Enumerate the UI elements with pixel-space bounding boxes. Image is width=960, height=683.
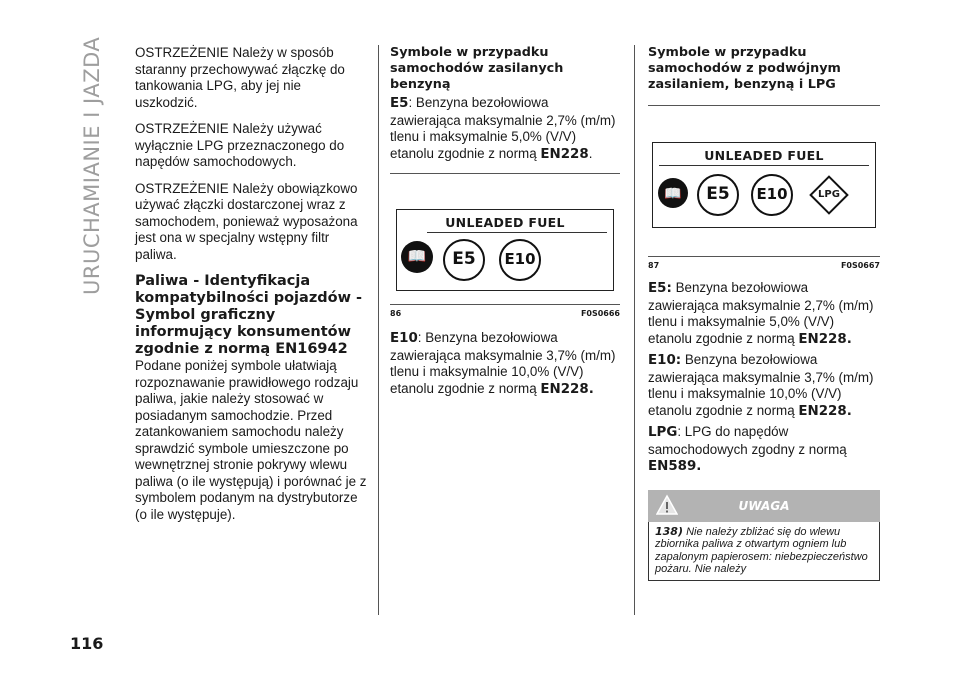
figure-number: 86: [390, 309, 402, 318]
figure-87: [648, 106, 880, 256]
e10-text: Benzyna bezołowiowa zawierająca maksymalnie 3,7% (m/m) tlenu i maksymalnie 10,0% (V/V) etanolu zgodnie z normą: [648, 352, 874, 418]
e5-text: : Benzyna bezołowiowa zawierająca maksymalnie 2,7% (m/m) tlenu i maksymalnie 5,0% (V/V) etanolu zgodnie z normą: [390, 95, 616, 161]
fuel-label-title: UNLEADED FUEL: [445, 215, 565, 230]
warning-title: UWAGA: [738, 498, 790, 513]
e5-norm: EN228: [540, 146, 589, 162]
fuel-label-title: UNLEADED FUEL: [704, 148, 824, 163]
column-3: [648, 45, 880, 581]
figure-bottom-rule: [390, 304, 620, 305]
e10-norm: EN228.: [798, 403, 852, 419]
lpg-code: LPG: [648, 425, 678, 440]
column-2: [390, 45, 620, 408]
e10-norm: EN228.: [540, 381, 594, 397]
e5-end: .: [588, 145, 593, 161]
lpg-definition: [648, 424, 880, 476]
page-number: 116: [70, 634, 104, 653]
e5-code: E5:: [648, 281, 672, 296]
e5-symbol: E5: [443, 239, 485, 281]
e5-symbol: E5: [697, 174, 739, 216]
book-icon: 📖: [401, 241, 433, 273]
lpg-symbol: LPG: [818, 189, 840, 200]
lpg-text: : LPG do napędów samochodowych zgodny z normą: [648, 424, 847, 457]
column-1: [135, 45, 367, 533]
figure-caption: [648, 261, 880, 270]
e10-code: E10: [390, 331, 418, 346]
e10-definition: [648, 352, 880, 420]
fuel-label-divider: [659, 165, 869, 166]
e10-code: E10:: [648, 353, 682, 368]
book-icon: 📖: [658, 178, 688, 208]
warning-paragraph-1: OSTRZEŻENIE Należy w sposób staranny przechowywać złączkę do tankowania LPG, aby jej nie uszkodzić.: [135, 45, 345, 110]
fuel-label: [396, 209, 614, 291]
figure-86: [390, 174, 620, 304]
figure-bottom-rule: [648, 256, 880, 257]
e5-code: E5: [390, 96, 409, 111]
column-divider-1: [378, 45, 379, 615]
warning-header: [648, 490, 880, 522]
e5-text: Benzyna bezołowiowa zawierająca maksymalnie 2,7% (m/m) tlenu i maksymalnie 5,0% (V/V) etanolu zgodnie z normą: [648, 280, 874, 346]
warning-text: Nie należy zbliżać się do wlewu zbiornika paliwa z otwartym ogniem lub zapalonym papierosem: niebezpieczeństwo pożaru. Nie należy: [655, 525, 868, 575]
column-divider-2: [634, 45, 635, 615]
e5-definition: [648, 280, 880, 348]
e10-symbol: E10: [751, 174, 793, 216]
warning-number: 138): [655, 524, 683, 538]
section-heading-dual-fuel: Symbole w przypadku samochodów z podwójnym zasilaniem, benzyną i LPG: [648, 45, 841, 92]
warning-body: [648, 522, 880, 581]
e5-norm: EN228.: [798, 331, 852, 347]
e10-symbol: E10: [499, 239, 541, 281]
body-paragraph-symbols: Podane poniżej symbole ułatwiają rozpoznawanie prawidłowego rodzaju paliwa, jakie należy stosować w posiadanym samochodzie. Przed zatankowaniem samochodu należy sprawdzić symbole umieszczone po wewnętrznej stronie pokrywy wlewu paliwa (o ile występują) i porównać je z symbolem podanym na dystrybutorze (o ile występuje).: [135, 358, 367, 522]
e10-text: : Benzyna bezołowiowa zawierająca maksymalnie 3,7% (m/m) tlenu i maksymalnie 10,0% (V/V) etanolu zgodnie z normą: [390, 330, 616, 396]
figure-number: 87: [648, 261, 660, 270]
section-heading-petrol: Symbole w przypadku samochodów zasilanych benzyną: [390, 45, 564, 92]
figure-code: F0S0667: [840, 261, 880, 270]
figure-caption: [390, 309, 620, 318]
e5-definition: [390, 95, 620, 163]
lpg-norm: EN589.: [648, 459, 702, 474]
warning-paragraph-2: OSTRZEŻENIE Należy używać wyłącznie LPG przeznaczonego do napędów samochodowych.: [135, 121, 345, 169]
warning-paragraph-3: OSTRZEŻENIE Należy obowiązkowo używać złączki dostarczonej wraz z samochodem, ponieważ wyposażona jest ona w specjalny wstępny filtr paliwa.: [135, 180, 358, 262]
figure-code: F0S0666: [580, 309, 620, 318]
side-section-title: URUCHAMIANIE I JAZDA: [80, 36, 104, 295]
fuel-label-divider: [427, 232, 607, 233]
fuel-label: [652, 142, 876, 228]
section-heading-identification: Paliwa - Identyfikacja kompatybilności pojazdów - Symbol graficzny informujący konsumentów zgodnie z normą EN16942: [135, 273, 363, 357]
e10-definition: [390, 330, 620, 398]
